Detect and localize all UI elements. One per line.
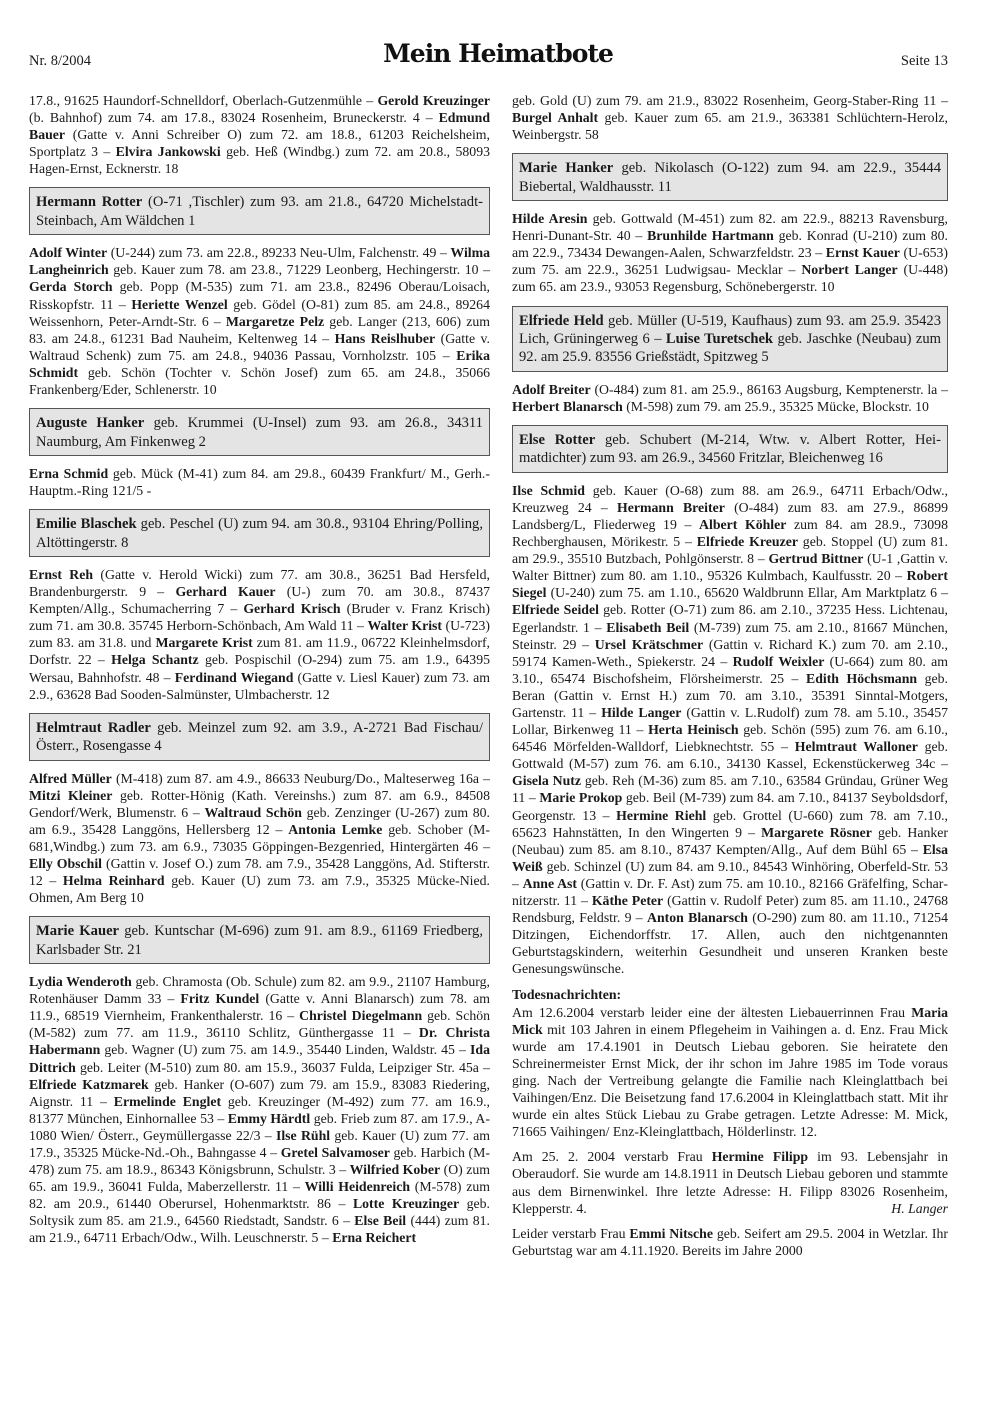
text-run: geb. Hanker (Neubau) zum 85. am 8.10., 87437 Kempten/Allg., Auf dem Bühl 65 – — [512, 824, 948, 857]
person-name: Gretel Salvamoser — [280, 1145, 390, 1160]
text-run: geb. Meinzel zum 92. am 3.9., A-2721 Bad Fischau/Österr., Rosengasse 4 — [36, 719, 483, 755]
text-run: (Gattin v. Rudolf Peter) zum 85. am 11.10., 24768 Rendsburg, Feldstr. 9 – — [512, 893, 948, 926]
text-run: geb. Schubert (M-214, Wtw. v. Albert Rotter, Heimatdichter) zum 93. am 26.9., 34560 Fritzlar, Bleichenweg 16 — [519, 431, 941, 467]
person-name: Robert Siegel — [512, 568, 948, 601]
person-name: Lydia Wenderoth — [29, 974, 132, 990]
person-name: Erna Schmid — [29, 465, 109, 481]
person-name: Elfriede Katzmarek — [29, 1076, 149, 1092]
person-name: Gerold Kreuzinger — [377, 93, 490, 108]
person-name: Christel Diegelmann — [299, 1008, 423, 1024]
text-run: Am 25. 2. 2004 verstarb Frau — [512, 1149, 712, 1165]
text-paragraph — [512, 1148, 948, 1216]
text-paragraph — [29, 92, 490, 177]
text-run: Todesnachrichten: — [512, 986, 622, 1002]
person-name: Ilse Schmid — [512, 482, 585, 498]
masthead-logo — [383, 32, 613, 72]
person-name: Ursel Krätschmer — [594, 636, 704, 652]
highlight-box — [29, 408, 490, 456]
person-name: Ilse Rühl — [275, 1127, 331, 1143]
person-name: Hilde Aresin — [512, 211, 588, 227]
text-run: geb. Krummei (U-Insel) zum 93. am 26.8., 34311 Naumburg, Am Finkenweg 2 — [36, 415, 483, 450]
text-run: geb. Gottwald (M-451) zum 82. am 22.9., 88213 Ravensburg, Henri-Dunant-Str. 40 – — [512, 211, 948, 244]
person-name: Ermelinde Englet — [113, 1093, 222, 1109]
person-name: Helmtraut Radler — [36, 719, 151, 736]
person-name: Emmy Härdtl — [227, 1110, 311, 1126]
highlight-box — [29, 509, 490, 557]
person-name: Adolf Winter — [29, 245, 108, 261]
text-paragraph — [512, 1225, 948, 1259]
text-run: (Gatte v. Anni Schreiber O) zum 72. am 18.8., 61203 Reichelsheim, Sportplatz 3 – — [29, 127, 490, 160]
person-name: Marie Kauer — [36, 923, 120, 940]
text-run: Am 12.6.2004 verstarb leider eine der ältesten Liebauerrinnen Frau — [512, 1004, 912, 1020]
text-run: geb. Stoppel (U) zum 81. am 29.9., 35510 Butzbach, Pohlgönserstr. 8 – — [512, 534, 948, 567]
text-run: 17.8., 91625 Haundorf-Schnelldorf, Oberlach-Gutzenmühle – — [29, 93, 378, 108]
highlight-box — [512, 153, 948, 201]
text-run: geb. Schinzel (U) zum 84. am 9.10., 84543 Winhöring, Oberfeld-Str. 53 – — [512, 858, 948, 891]
person-name: Elly Obschil — [29, 855, 103, 871]
person-name: Margaretze Pelz — [225, 313, 325, 329]
person-name: Helmtraut Walloner — [794, 739, 918, 755]
person-name: Else Rotter — [519, 431, 596, 448]
person-name: Adolf Breiter — [512, 381, 591, 397]
text-run: geb. Mück (M-41) zum 84. am 29.8., 60439 Frankfurt/ M., Gerh.-Hauptm.-Ring 121/5 - — [29, 465, 490, 499]
text-run: (M-598) zum 79. am 25.9., 35325 Mücke, Blockstr. 10 — [622, 398, 929, 414]
person-name: Ernst Kauer — [825, 245, 900, 261]
text-run: geb. Gold (U) zum 79. am 21.9., 83022 Rosenheim, Georg-Staber-Ring 11 – — [512, 93, 948, 108]
person-name: Walter Krist — [367, 618, 442, 634]
person-name: Erna Reichert — [332, 1230, 417, 1246]
text-run: geb. Hanker (O-607) zum 79. am 15.9., 83083 Riedering, Aignstr. 11 – — [29, 1076, 490, 1109]
text-run: geb. Müller (U-519, Kaufhaus) zum 93. am 25.9. 35423 Lich, Grüningerweg 6 – — [519, 312, 941, 347]
text-run: geb. Kuntschar (M-696) zum 91. am 8.9., 61169 Friedberg, Karlsbader Str. 21 — [36, 923, 483, 958]
text-run: zum 84. am 28.9., 73098 Rechberghausen, Mörikestr. 5 – — [512, 516, 948, 550]
person-name: Anton Blanarsch — [647, 910, 748, 926]
highlight-box — [29, 713, 490, 761]
text-run: geb. Peschel (U) zum 94. am 30.8., 93104 Ehring/Polling, Altöttingerstr. 8 — [36, 516, 483, 551]
text-run: geb. Kauer zum 65. am 21.9., 363381 Schlüchtern-Herolz, Weinbergstr. 58 — [512, 110, 948, 143]
text-run: geb. Kauer zum 78. am 23.8., 71229 Leonberg, Hechingerstr. 10 – — [108, 262, 490, 278]
person-name: Norbert Langer — [801, 262, 898, 278]
text-run: geb. Rotter (O-71) zum 86. am 2.10., 37235 Hess. Lichtenau, Egerlandstr. 1 – — [512, 602, 949, 635]
text-run: geb. Schön (Tochter v. Schön Josef) zum 65. am 24.8., 35066 Frankenberg/Eder, Schlenerstr. 10 — [29, 364, 490, 398]
person-name: Alfred Müller — [29, 770, 112, 786]
person-name: Margarete Krist — [155, 635, 253, 651]
text-run: (Gatte v. Waltraud Schenk) zum 75. am 24.8., 94036 Passau, Vornholzstr. 105 – — [29, 330, 491, 363]
person-name: Elfriede Held — [519, 312, 604, 329]
highlight-box — [512, 306, 948, 372]
text-run: geb. Schön (M-582) zum 77. am 11.9., 36110 Schlitz, Günthergasse 11 – — [29, 1008, 491, 1041]
person-name: Auguste Hanker — [36, 415, 145, 432]
text-run: Leider verstarb Frau — [512, 1225, 630, 1241]
text-run: geb. Kauer (U) zum 77. am 17.9., 35325 Mücke-Nd.-Oh., Bahngasse 4 – — [29, 1127, 490, 1160]
text-run: geb. Grottel (U-660) zum 78. am 7.10., 65623 Hahnstätten, In den Wingerten 9 – — [512, 807, 949, 840]
text-run: (M-578) zum 82. am 20.9., 61440 Oberursel, Hohenmarktstr. 86 – — [29, 1179, 490, 1212]
page-number: Seite 13 — [900, 53, 948, 69]
text-run: (U-723) zum 83. am 31.8. und — [29, 618, 490, 651]
text-run: geb. Schön (595) zum 76. am 6.10., 64546 Mörfelden-Walldorf, Liebknechtstr. 55 – — [512, 722, 948, 755]
person-name: Wilma Langheinrich — [29, 245, 490, 278]
text-paragraph — [29, 770, 490, 907]
person-name: Brunhilde Hartmann — [647, 228, 774, 244]
text-paragraph — [512, 92, 948, 143]
text-run: im 93. Lebensjahr in Oberaudorf. Sie wurde am 14.8.1911 in Deutsch Liebau geboren und stammte aus dem Birnenwinkel. Ihre letzte Adresse: H. Filipp 83026 Rosenheim, Klepperstr. 4. — [512, 1149, 948, 1216]
text-run: geb. Harbich (M-478) zum 75. am 18.9., 86343 Königsbrunn, Schulstr. 3 – — [29, 1145, 490, 1178]
person-name: Helma Reinhard — [62, 873, 165, 889]
text-run: (U-) zum 70. am 30.8., 87437 Kempten/Allg., Schumacherring 7 – — [29, 584, 490, 617]
text-paragraph — [29, 244, 490, 398]
person-name: Helga Schantz — [111, 652, 199, 668]
person-name: Herbert Blanarsch — [512, 398, 623, 414]
text-paragraph — [29, 973, 490, 1247]
text-run: geb. Reh (M-36) zum 85. am 7.10., 63584 Gründau, Grüner Weg 11 – — [512, 773, 949, 806]
person-name: Edith Höchsmann — [806, 670, 918, 686]
person-name: Luise Turetschek — [665, 330, 774, 347]
author-signature: H. Langer — [891, 1200, 948, 1216]
person-name: Burgel Anhalt — [512, 110, 599, 126]
text-run: (U-448) zum 65. am 23.9., 93053 Regensburg, Schönebergerstr. 10 — [512, 262, 948, 295]
text-paragraph — [512, 482, 948, 978]
person-name: Elfriede Seidel — [512, 602, 599, 618]
text-run: (Bruder v. Franz Krisch) zum 71. am 30.8. 35745 Herborn-Schönbach, Am Wald 11 – — [29, 601, 491, 634]
person-name: Dr. Christa Habermann — [29, 1025, 490, 1058]
person-name: Albert Köhler — [699, 516, 787, 532]
text-run: (Gattin v. L.Rudolf) zum 78. am 5.10., 35457 Lollar, Birkenweg 11 – — [512, 705, 949, 738]
text-paragraph — [29, 465, 490, 499]
text-run: geb. Kreuzinger (M-492) zum 77. am 16.9., 81377 München, Einhornallee 53 – — [29, 1093, 491, 1126]
text-run: (444) zum 81. am 21.9., 64711 Erbach/Odw., Wilh. Leuschnerstr. 5 – — [29, 1213, 490, 1246]
text-run: mit 103 Jahren in einem Pflegeheim in Vaihingen a. d. Enz. Frau Mick wurde am 17.4.1901 in Deutsch Liebau geboren. Sie heiratete den Schreinermeister Ernst Mick, der ihr schon im Jahre 1985 im Tode voraus ging. Nach der Vertreibung gelangte die Familie nach Kleinglattbach bei Vaihingen/Enz. Die Beisetzung fand 17.6.2004 in Kleinglattbach statt. Mit ihr wurde ein altes Stück Liebau zu Grabe getragen. Letzte Adresse: M. Mick, 71665 Vaihingen/ Enz-Kleinglattbach, Hölderlinstr. 12. — [512, 1021, 948, 1140]
text-run: (b. Bahnhof) zum 74. am 17.8., 83024 Rosenheim, Bruneckerstr. 4 – — [29, 110, 439, 126]
text-run: geb. Popp (M-535) zum 71. am 23.8., 82496 Oberau/Loisach, Risskopfstr. 11 – — [29, 279, 490, 312]
text-run: geb. Schober (M-681,Windbg.) zum 73. am 6.9., 73035 Göppingen-Bezgenried, Hintergärten 46 – — [29, 821, 490, 854]
right-column — [512, 92, 948, 1267]
highlight-box — [29, 187, 490, 235]
person-name: Gerhard Kauer — [175, 584, 276, 600]
text-run: (U-244) zum 73. am 22.8., 89233 Neu-Ulm, Falchenstr. 49 – — [107, 245, 451, 261]
svg-text:Mein Heimatbote: Mein Heimatbote — [383, 39, 613, 68]
text-run: geb. Jaschke (Neubau) zum 92. am 25.9. 83556 Grießstädt, Spitzweg 5 — [519, 330, 942, 366]
person-name: Heriette Wenzel — [131, 296, 228, 312]
person-name: Marie Hanker — [519, 160, 614, 177]
text-run: geb. Chramosta (Ob. Schule) zum 82. am 9.9., 21107 Hamburg, Rotenhäuser Damm 33 – — [29, 974, 490, 1007]
text-run: geb. Konrad (U-210) zum 80. am 22.9., 73434 Dewangen-Aalen, Schwarzfeldstr. 23 – — [512, 228, 948, 261]
text-run: geb. Langer (213, 606) zum 83. am 24.8., 61231 Bad Nauheim, Keltenweg 14 – — [29, 313, 490, 346]
text-run: geb. Zenzinger (U-267) zum 80. am 6.9., 35428 Langgöns, Hellersberg 12 – — [29, 804, 490, 837]
person-name: Marie Prokop — [539, 790, 623, 806]
highlight-box — [512, 425, 948, 473]
person-name: Else Beil — [354, 1213, 407, 1229]
person-name: Gertrud Bittner — [768, 551, 864, 567]
text-run: geb. Kauer (U) zum 73. am 7.9., 35325 Mücke-Nied. Ohmen, Am Berg 10 — [29, 873, 490, 906]
text-run: (Gatte v. Anni Blanarsch) zum 78. am 11.9., 68519 Viernheim, Frankenthalerstr. 16 – — [29, 991, 490, 1024]
text-run: (Gatte v. Liesl Kauer) zum 73. am 2.9., 63628 Bad Sooden-Salmünster, Ulmbacherstr. 12 — [29, 669, 491, 702]
person-name: Ida Dittrich — [29, 1042, 490, 1075]
text-paragraph — [29, 566, 490, 703]
person-name: Willi Heidenreich — [304, 1179, 411, 1195]
text-run: geb. Gödel (O-81) zum 85. am 24.8., 89264 Weissenhorn, Peter-Arndt-Str. 6 – — [29, 296, 490, 329]
text-run: geb. Seifert am 29.5. 2004 in Wetzlar. Ihr Geburtstag war am 4.11.1920. Bereits im Jahre 2000 — [512, 1225, 949, 1258]
text-run: geb. Gottwald (M-57) zum 76. am 6.10., 34130 Kassel, Eckenstückerweg 34c – — [512, 739, 948, 772]
person-name: Maria Mick — [512, 1004, 948, 1037]
person-name: Lotte Kreuzinger — [352, 1196, 460, 1212]
person-name: Herta Heinisch — [648, 722, 739, 738]
person-name: Käthe Peter — [591, 893, 664, 909]
text-run: (O) zum 65. am 19.9., 36041 Fulda, Maberzellerstr. 11 – — [29, 1162, 490, 1195]
person-name: Hermine Riehl — [616, 807, 707, 823]
person-name: Gisela Nutz — [512, 773, 582, 789]
text-run: (O-71 ,Tischler) zum 93. am 21.8., 64720 Michelstadt-Steinbach, Am Wäldchen 1 — [36, 194, 483, 229]
text-run: geb. Leiter (M-510) zum 80. am 15.9., 36037 Fulda, Leipziger Str. 45a – — [75, 1059, 490, 1075]
person-name: Ernst Reh — [29, 566, 94, 582]
text-run: (Gattin v. Richard K.) zum 70. am 2.10., 59174 Kamen-Weth., Spiekerstr. 24 – — [512, 636, 948, 669]
page-header — [0, 26, 1000, 76]
person-name: Wilfried Kober — [349, 1162, 441, 1178]
text-run: (Gattin v. Dr. F. Ast) zum 75. am 10.10., 82166 Gräfelfing, Scharnitzerstr. 11 – — [512, 875, 948, 909]
person-name: Gerda Storch — [29, 279, 113, 295]
text-run: geb. Pospischil (O-294) zum 75. am 1.9., 64395 Wersau, Bahnhofstr. 48 – — [29, 652, 490, 685]
text-run: (O-484) zum 81. am 25.9., 86163 Augsburg, Kemptenerstr. la – — [590, 381, 948, 397]
text-run: geb. Heß (Windbg.) zum 72. am 20.8., 58093 Hagen-Ernst, Ecknerstr. 18 — [29, 144, 491, 177]
text-paragraph — [512, 210, 948, 295]
text-run: geb. Kauer (O-68) zum 88. am 26.9., 64711 Erbach/Odw., Kreuzweg 24 – — [512, 482, 948, 515]
text-run: (Gatte v. Herold Wicki) zum 77. am 30.8., 36251 Bad Hersfeld, Brandenburgerstr. 9 – — [29, 566, 490, 600]
person-name: Fritz Kundel — [180, 991, 260, 1007]
text-run: (M-418) zum 87. am 4.9., 86633 Neuburg/Do., Malteserweg 16a – — [111, 770, 490, 786]
text-run: (O-290) zum 80. am 11.10., 71254 Ditzingen, Eichendorffstr. 17. Allen, auch den nichtgenannten Geburtstagskindern, weiterhin Gesundheit und unseren Kranken beste Genesungswünsche. — [512, 910, 948, 977]
section-heading — [512, 986, 948, 1003]
person-name: Elsa Weiß — [512, 841, 948, 874]
highlight-box — [29, 916, 490, 964]
person-name: Waltraud Schön — [204, 804, 302, 820]
person-name: Elfriede Kreuzer — [696, 534, 798, 550]
person-name: Gerhard Krisch — [243, 601, 341, 617]
person-name: Hermann Rotter — [36, 194, 143, 211]
person-name: Edmund Bauer — [29, 110, 490, 143]
person-name: Elvira Jankowski — [115, 144, 221, 160]
person-name: Ferdinand Wiegand — [174, 669, 294, 685]
person-name: Antonia Lemke — [288, 821, 383, 837]
text-run: geb. Wagner (U) zum 75. am 14.9., 35440 Linden, Waldstr. 45 – — [100, 1042, 471, 1058]
person-name: Emilie Blaschek — [36, 516, 137, 533]
text-run: geb. Rotter-Hönig (Kath. Vereinshs.) zum 87. am 6.9., 84508 Gendorf/Werk, Blumenstr. 6 – — [29, 787, 490, 820]
person-name: Erika Schmidt — [29, 347, 490, 380]
text-run: (Gattin v. Josef O.) zum 78. am 7.9., 35428 Langgöns, Ad. Stifterstr. 12 – — [29, 855, 490, 889]
person-name: Hermann Breiter — [617, 499, 725, 515]
person-name: Rudolf Weixler — [732, 653, 825, 669]
text-paragraph — [512, 1004, 948, 1141]
text-run: geb. Soltysik zum 85. am 21.9., 64560 Riedstadt, Sandstr. 6 – — [29, 1196, 490, 1229]
text-run: (U-1 ,Gattin v. Walter Bittner) zum 80. am 1.10., 95326 Kulmbach, Kaulfusstr. 20 – — [512, 551, 948, 584]
text-run: (U-653) zum 75. am 22.9., 36251 Ludwigsau- Mecklar – — [512, 245, 948, 278]
text-run: (U-240) zum 75. am 1.10., 65620 Waldbrunn Ellar, Am Marktplatz 6 – — [546, 585, 948, 601]
left-column — [29, 92, 490, 1255]
person-name: Hans Reislhuber — [334, 330, 436, 346]
text-paragraph — [512, 381, 948, 415]
person-name: Margarete Rösner — [761, 824, 872, 840]
person-name: Anne Ast — [522, 875, 578, 891]
text-run: (M-739) zum 75. am 2.10., 81667 München, Steinstr. 29 – — [512, 619, 948, 652]
person-name: Hermine Filipp — [711, 1149, 809, 1165]
text-run: zum 81. am 11.9., 06722 Kleinhelmsdorf, Dorfstr. 22 – — [29, 635, 490, 668]
person-name: Mitzi Kleiner — [29, 787, 113, 803]
person-name: Elisabeth Beil — [606, 619, 690, 635]
text-run: geb. Beil (M-739) zum 84. am 7.10., 84137 Seyboldsdorf, Georgenstr. 13 – — [512, 790, 948, 823]
text-run: geb. Beran (Gattin v. Ernst H.) zum 70. am 3.10., 35391 Sinntal-Motgers, Gartenstr. 11 – — [512, 670, 948, 720]
issue-number: Nr. 8/2004 — [29, 53, 92, 69]
person-name: Hilde Langer — [601, 705, 682, 720]
text-run: geb. Frieb zum 87. am 17.9., A-1080 Wien/ Österr., Geymüllergasse 22/3 – — [29, 1110, 490, 1143]
person-name: Emmi Nitsche — [629, 1225, 713, 1241]
text-run: geb. Nikolasch (O-122) zum 94. am 22.9., 35444 Biebertal, Waldhausstr. 11 — [519, 160, 941, 195]
text-run: (O-484) zum 83. am 27.9., 86899 Landsberg/L, Fliederweg 19 – — [512, 499, 949, 532]
text-run: (U-664) zum 80. am 3.10., 65474 Bischofsheim, Flörsheimerstr. 25 – — [512, 653, 948, 686]
